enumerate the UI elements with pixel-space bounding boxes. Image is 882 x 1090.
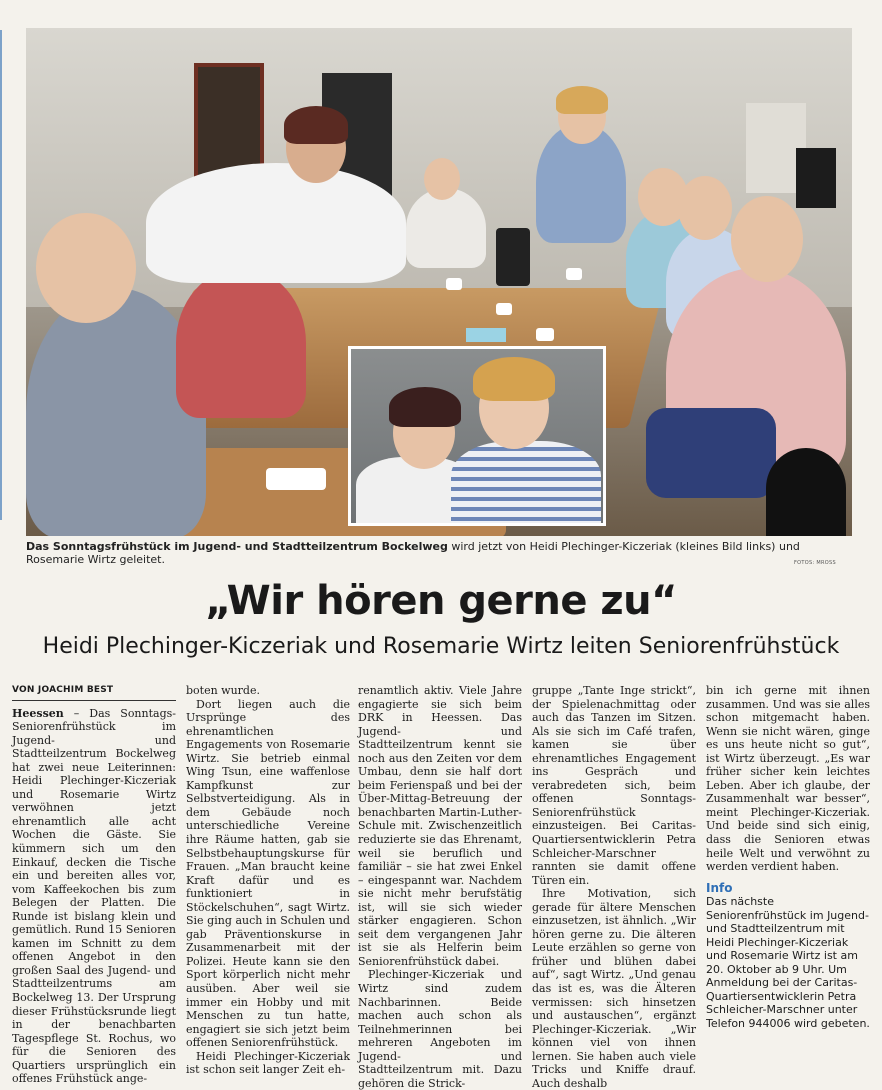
article-column-1 <box>12 684 176 1086</box>
paragraph: Dort liegen auch die Ursprünge des ehrenamtlichen Engagements von Rosemarie Wirtz. Sie betrieb einmal Wing Tsun, eine waffenlose Kampfkunst zur Selbstverteidigung. Als in dem Gebäude noch unterschiedliche Vereine ihre Räume hatten, gab sie Selbstbehauptungskurse für Frauen. „Man braucht keine Kraft dafür und es funktioniert in Stöckelschuhen“, sagt Wirtz. Sie ging auch in Schulen und gab Präventionskurse in Zusammenarbeit mit der Polizei. Heute kann sie den Sport körperlich nicht mehr ausüben. Aber weil sie immer ein Hobby und mit Menschen zu tun hatte, engagiert sie sich jetzt beim offenen Seniorenfrühstück. <box>186 697 350 1050</box>
photo-credit: FOTOS: MROSS <box>794 560 836 566</box>
article-column-3 <box>358 684 522 1090</box>
headline: „Wir hören gerne zu“ <box>205 578 677 624</box>
paragraph: Ihre Motivation, sich gerade für ältere Menschen einzusetzen, ist ähnlich. „Wir hören gerne zu. Die älteren Leute erzählen so gerne von früher und blühen dabei auf“, sagt Wirtz. „Und genau das ist es, was die Älteren vermissen: sich hinsetzen und austauschen“, ergänzt Plechinger-Kiczeriak. „Wir können viel von ihnen lernen. Sie haben auch viele Tricks und Kniffe drauf. Auch deshalb <box>532 887 696 1090</box>
article-column-2 <box>186 684 350 1077</box>
paragraph: boten wurde. <box>186 684 260 697</box>
paragraph: bin ich gerne mit ihnen zusammen. Und was sie alles schon mitgemacht haben. Wenn sie nicht wären, ginge es uns heute nicht so gut“, ist Wirtz überzeugt. „Es war früher sicher kein leichtes Leben. Aber ich glaube, der Zusammenhalt war besser“, meint Plechinger-Kiczeriak. Und beide sind sich einig, dass die Senioren etwas heile Welt und verwöhnt zu werden verdient haben. <box>706 684 870 874</box>
article-column-5 <box>706 684 870 1030</box>
caption-bold: Das Sonntagsfrühstück im Jugend- und Stadtteilzentrum Bockelweg <box>26 540 448 553</box>
paragraph-text: – Das Sonntags-Seniorenfrühstück im Jugend- und Stadtteilzentrum Bockelweg hat zwei neue Leiterinnen: Heidi Plechinger-Kiczeriak und Rosemarie Wirtz verwöhnen jetzt ehrenamtlich alle acht Wochen die Gäste. Sie kümmern sich um den Einkauf, decken die Tische ein und bereiten alles vor, vom Kaffeekochen bis zum Belegen der Platten. Die Runde ist bislang klein und gemütlich. Rund 15 Senioren kamen im Schnitt zu dem offenen Angebot in den großen Saal des Jugend- und Stadtteilzentrums am Bockelweg 13. Der Ursprung dieser Frühstücksrunde liegt in der benachbarten Tagespflege St. Rochus, wo für die Senioren des Quartiers ursprünglich ein offenes Frühstück ange- <box>12 706 176 1086</box>
paragraph: gruppe „Tante Inge strickt“, der Spielenachmittag oder auch das Tanzen im Sitzen. Als sie sich im Café trafen, kamen sie über ehrenamtliches Engagement ins Gespräch und verabredeten sich, beim offenen Sonntags-Seniorenfrühstück einzusteigen. Bei Caritas-Quartiersentwicklerin Petra Schleicher-Marschner rannten sie damit offene Türen ein. <box>532 684 696 887</box>
article-column-4 <box>532 684 696 1090</box>
caption-rest: wird jetzt von Heidi Plechinger-Kiczeriak (kleines Bild links) und Rosemarie Wirtz geleitet. <box>26 540 800 566</box>
byline: VON JOACHIM BEST <box>12 684 176 701</box>
paragraph: renamtlich aktiv. Viele Jahre engagierte sie sich beim DRK in Heessen. Das Jugend- und Stadtteilzentrum kennt sie noch aus den Zeiten vor dem Umbau, denn sie half dort beim Ferienspaß und bei der Über-Mittag-Betreuung der benachbarten Martin-Luther-Schule mit. Zwischenzeitlich reduzierte sie das Ehrenamt, weil sie beruflich und familiär – sie hat zwei Enkel – eingespannt war. Nachdem sie nicht mehr berufstätig ist, will sie sich wieder stärker engagieren. Schon seit dem vergangenen Jahr ist sie als Helferin beim Seniorenfrühstück dabei. <box>358 684 523 968</box>
paragraph: Plechinger-Kiczeriak und Wirtz sind zudem Nachbarinnen. Beide machen auch schon als Teilnehmerinnen bei mehreren Angeboten im Jugend- und Stadtteilzentrum mit. Dazu gehören die Strick- <box>358 968 522 1090</box>
info-box-text: Das nächste Seniorenfrühstück im Jugend- und Stadtteilzentrum mit Heidi Plechinger-Kiczeriak und Rosemarie Wirtz ist am 20. Oktober ab 9 Uhr. Um Anmeldung bei der Caritas-Quartiersentwicklerin Petra Schleicher-Marschner unter Telefon 944006 wird gebeten. <box>706 895 870 1030</box>
info-box-title: Info <box>706 880 733 895</box>
paragraph: Heidi Plechinger-Kiczeriak ist schon seit langer Zeit eh- <box>186 1049 350 1077</box>
inset-photo <box>348 346 606 526</box>
subheadline: Heidi Plechinger-Kiczeriak und Rosemarie Wirtz leiten Seniorenfrühstück <box>42 634 840 659</box>
paragraph <box>12 707 176 1086</box>
photo-caption <box>26 540 856 566</box>
left-edge-mark <box>0 30 5 520</box>
dateline: Heessen <box>12 706 64 720</box>
